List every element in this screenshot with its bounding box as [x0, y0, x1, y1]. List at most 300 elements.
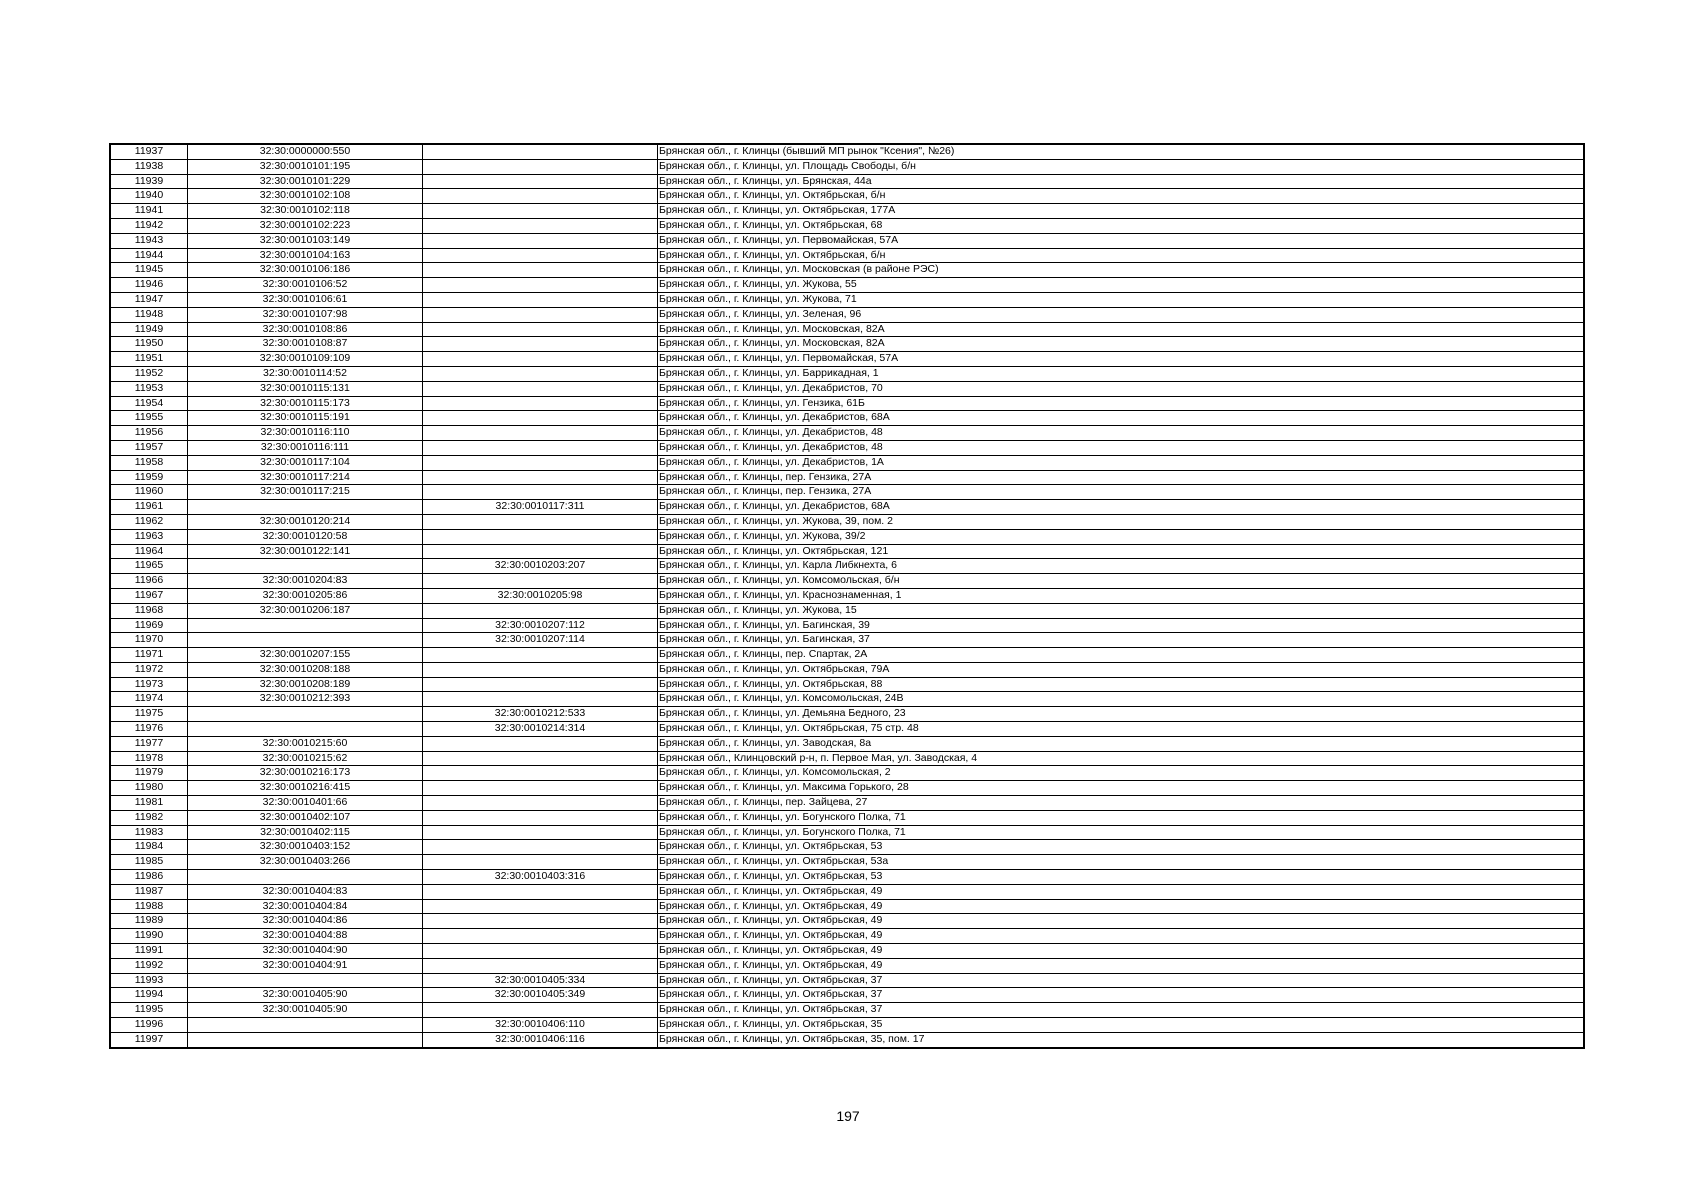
- row-number-cell: 11946: [110, 278, 188, 293]
- address-cell: Брянская обл., г. Клинцы, ул. Октябрьская, 49: [658, 899, 1585, 914]
- address-cell: Брянская обл., г. Клинцы, ул. Демьяна Бедного, 23: [658, 707, 1585, 722]
- address-cell: Брянская обл., г. Клинцы, ул. Богунского Полка, 71: [658, 810, 1585, 825]
- secondary-cadastral-number-cell: [423, 174, 658, 189]
- secondary-cadastral-number-cell: 32:30:0010403:316: [423, 870, 658, 885]
- cadastral-number-cell: 32:30:0000000:550: [188, 144, 423, 159]
- table-row: [110, 840, 1584, 855]
- cadastral-number-cell: 32:30:0010403:152: [188, 840, 423, 855]
- cadastral-number-cell: 32:30:0010404:83: [188, 884, 423, 899]
- row-number-cell: 11951: [110, 352, 188, 367]
- table-row: [110, 381, 1584, 396]
- address-cell: Брянская обл., г. Клинцы, ул. Максима Горького, 28: [658, 781, 1585, 796]
- secondary-cadastral-number-cell: [423, 366, 658, 381]
- row-number-cell: 11963: [110, 529, 188, 544]
- secondary-cadastral-number-cell: [423, 248, 658, 263]
- secondary-cadastral-number-cell: 32:30:0010117:311: [423, 500, 658, 515]
- row-number-cell: 11968: [110, 603, 188, 618]
- address-cell: Брянская обл., г. Клинцы, ул. Октябрьская, 177А: [658, 204, 1585, 219]
- row-number-cell: 11982: [110, 810, 188, 825]
- cadastral-number-cell: [188, 633, 423, 648]
- address-cell: Брянская обл., г. Клинцы, ул. Жукова, 71: [658, 292, 1585, 307]
- table-row: [110, 352, 1584, 367]
- table-row: [110, 337, 1584, 352]
- secondary-cadastral-number-cell: [423, 292, 658, 307]
- address-cell: Брянская обл., г. Клинцы, ул. Комсомольская, 2: [658, 766, 1585, 781]
- secondary-cadastral-number-cell: [423, 751, 658, 766]
- secondary-cadastral-number-cell: 32:30:0010212:533: [423, 707, 658, 722]
- address-cell: Брянская обл., г. Клинцы, ул. Октябрьская, 37: [658, 988, 1585, 1003]
- cadastral-number-cell: 32:30:0010402:115: [188, 825, 423, 840]
- address-cell: Брянская обл., г. Клинцы, ул. Московская, 82А: [658, 322, 1585, 337]
- table-row: [110, 189, 1584, 204]
- address-cell: Брянская обл., г. Клинцы, ул. Октябрьская, 49: [658, 929, 1585, 944]
- table-row: [110, 559, 1584, 574]
- table-row: [110, 914, 1584, 929]
- address-cell: Брянская обл., г. Клинцы, ул. Октябрьская, 37: [658, 973, 1585, 988]
- secondary-cadastral-number-cell: [423, 544, 658, 559]
- address-cell: Брянская обл., г. Клинцы, ул. Багинская, 37: [658, 633, 1585, 648]
- cadastral-number-cell: [188, 707, 423, 722]
- address-cell: Брянская обл., г. Клинцы, ул. Октябрьская, 49: [658, 914, 1585, 929]
- address-cell: Брянская обл., г. Клинцы, ул. Заводская, 8а: [658, 736, 1585, 751]
- address-cell: Брянская обл., г. Клинцы, ул. Октябрьская, 53а: [658, 855, 1585, 870]
- table-row: [110, 870, 1584, 885]
- table-row: [110, 958, 1584, 973]
- row-number-cell: 11939: [110, 174, 188, 189]
- address-cell: Брянская обл., г. Клинцы, ул. Октябрьская, 53: [658, 870, 1585, 885]
- cadastral-number-cell: [188, 870, 423, 885]
- cadastral-number-cell: 32:30:0010216:415: [188, 781, 423, 796]
- secondary-cadastral-number-cell: [423, 855, 658, 870]
- row-number-cell: 11978: [110, 751, 188, 766]
- address-cell: Брянская обл., г. Клинцы, ул. Карла Либкнехта, 6: [658, 559, 1585, 574]
- secondary-cadastral-number-cell: [423, 218, 658, 233]
- table-row: [110, 825, 1584, 840]
- cadastral-number-cell: [188, 559, 423, 574]
- table-row: [110, 204, 1584, 219]
- secondary-cadastral-number-cell: 32:30:0010207:114: [423, 633, 658, 648]
- row-number-cell: 11940: [110, 189, 188, 204]
- table-row: [110, 884, 1584, 899]
- table-row: [110, 514, 1584, 529]
- address-cell: Брянская обл., г. Клинцы, ул. Декабристов, 70: [658, 381, 1585, 396]
- address-cell: Брянская обл., г. Клинцы, ул. Жукова, 39, пом. 2: [658, 514, 1585, 529]
- table-row: [110, 648, 1584, 663]
- table-row: [110, 603, 1584, 618]
- address-cell: Брянская обл., г. Клинцы, ул. Октябрьская, 121: [658, 544, 1585, 559]
- secondary-cadastral-number-cell: [423, 470, 658, 485]
- cadastral-number-cell: [188, 973, 423, 988]
- cadastral-number-cell: 32:30:0010115:173: [188, 396, 423, 411]
- cadastral-number-cell: 32:30:0010101:229: [188, 174, 423, 189]
- cadastral-number-cell: [188, 1018, 423, 1033]
- row-number-cell: 11977: [110, 736, 188, 751]
- row-number-cell: 11942: [110, 218, 188, 233]
- row-number-cell: 11989: [110, 914, 188, 929]
- cadastral-number-cell: 32:30:0010106:61: [188, 292, 423, 307]
- secondary-cadastral-number-cell: 32:30:0010405:334: [423, 973, 658, 988]
- property-table: [109, 143, 1585, 1049]
- address-cell: Брянская обл., г. Клинцы, ул. Октябрьская, 88: [658, 677, 1585, 692]
- row-number-cell: 11964: [110, 544, 188, 559]
- table-row: [110, 1032, 1584, 1047]
- row-number-cell: 11980: [110, 781, 188, 796]
- table-row: [110, 322, 1584, 337]
- secondary-cadastral-number-cell: [423, 233, 658, 248]
- secondary-cadastral-number-cell: [423, 322, 658, 337]
- cadastral-number-cell: 32:30:0010208:188: [188, 662, 423, 677]
- secondary-cadastral-number-cell: [423, 810, 658, 825]
- secondary-cadastral-number-cell: [423, 144, 658, 159]
- address-cell: Брянская обл., г. Клинцы, ул. Московская, 82А: [658, 337, 1585, 352]
- cadastral-number-cell: [188, 722, 423, 737]
- secondary-cadastral-number-cell: [423, 278, 658, 293]
- cadastral-number-cell: 32:30:0010116:111: [188, 440, 423, 455]
- cadastral-number-cell: 32:30:0010115:131: [188, 381, 423, 396]
- table-row: [110, 529, 1584, 544]
- property-table-body: [110, 144, 1584, 1048]
- row-number-cell: 11965: [110, 559, 188, 574]
- table-row: [110, 278, 1584, 293]
- address-cell: Брянская обл., г. Клинцы, пер. Гензика, 27А: [658, 485, 1585, 500]
- table-row: [110, 751, 1584, 766]
- address-cell: Брянская обл., г. Клинцы, ул. Жукова, 55: [658, 278, 1585, 293]
- cadastral-number-cell: 32:30:0010401:66: [188, 796, 423, 811]
- row-number-cell: 11994: [110, 988, 188, 1003]
- cadastral-number-cell: 32:30:0010108:87: [188, 337, 423, 352]
- table-row: [110, 588, 1584, 603]
- secondary-cadastral-number-cell: [423, 337, 658, 352]
- cadastral-number-cell: 32:30:0010215:62: [188, 751, 423, 766]
- table-row: [110, 988, 1584, 1003]
- cadastral-number-cell: 32:30:0010117:215: [188, 485, 423, 500]
- address-cell: Брянская обл., г. Клинцы, ул. Декабристов, 68А: [658, 411, 1585, 426]
- cadastral-number-cell: 32:30:0010215:60: [188, 736, 423, 751]
- table-row: [110, 366, 1584, 381]
- cadastral-number-cell: 32:30:0010102:108: [188, 189, 423, 204]
- address-cell: Брянская обл., г. Клинцы, ул. Декабристов, 48: [658, 440, 1585, 455]
- address-cell: Брянская обл., г. Клинцы, ул. Октябрьская, 68: [658, 218, 1585, 233]
- row-number-cell: 11971: [110, 648, 188, 663]
- row-number-cell: 11938: [110, 159, 188, 174]
- address-cell: Брянская обл., г. Клинцы, ул. Октябрьская, 35, пом. 17: [658, 1032, 1585, 1047]
- table-row: [110, 662, 1584, 677]
- row-number-cell: 11945: [110, 263, 188, 278]
- secondary-cadastral-number-cell: [423, 514, 658, 529]
- secondary-cadastral-number-cell: [423, 884, 658, 899]
- row-number-cell: 11948: [110, 307, 188, 322]
- row-number-cell: 11979: [110, 766, 188, 781]
- secondary-cadastral-number-cell: [423, 603, 658, 618]
- row-number-cell: 11941: [110, 204, 188, 219]
- address-cell: Брянская обл., г. Клинцы, ул. Октябрьская, 53: [658, 840, 1585, 855]
- table-row: [110, 707, 1584, 722]
- table-row: [110, 396, 1584, 411]
- secondary-cadastral-number-cell: [423, 796, 658, 811]
- row-number-cell: 11950: [110, 337, 188, 352]
- cadastral-number-cell: 32:30:0010206:187: [188, 603, 423, 618]
- cadastral-number-cell: 32:30:0010404:88: [188, 929, 423, 944]
- table-row: [110, 722, 1584, 737]
- row-number-cell: 11944: [110, 248, 188, 263]
- row-number-cell: 11962: [110, 514, 188, 529]
- row-number-cell: 11966: [110, 574, 188, 589]
- table-row: [110, 248, 1584, 263]
- row-number-cell: 11996: [110, 1018, 188, 1033]
- cadastral-number-cell: 32:30:0010107:98: [188, 307, 423, 322]
- cadastral-number-cell: 32:30:0010104:163: [188, 248, 423, 263]
- secondary-cadastral-number-cell: [423, 766, 658, 781]
- table-row: [110, 899, 1584, 914]
- cadastral-number-cell: 32:30:0010205:86: [188, 588, 423, 603]
- table-row: [110, 692, 1584, 707]
- row-number-cell: 11993: [110, 973, 188, 988]
- row-number-cell: 11955: [110, 411, 188, 426]
- table-row: [110, 929, 1584, 944]
- cadastral-number-cell: 32:30:0010103:149: [188, 233, 423, 248]
- row-number-cell: 11975: [110, 707, 188, 722]
- address-cell: Брянская обл., г. Клинцы, ул. Октябрьская, 49: [658, 958, 1585, 973]
- table-row: [110, 455, 1584, 470]
- row-number-cell: 11997: [110, 1032, 188, 1047]
- cadastral-number-cell: 32:30:0010404:90: [188, 944, 423, 959]
- row-number-cell: 11958: [110, 455, 188, 470]
- secondary-cadastral-number-cell: [423, 159, 658, 174]
- cadastral-number-cell: 32:30:0010106:52: [188, 278, 423, 293]
- row-number-cell: 11969: [110, 618, 188, 633]
- secondary-cadastral-number-cell: [423, 677, 658, 692]
- secondary-cadastral-number-cell: [423, 381, 658, 396]
- secondary-cadastral-number-cell: [423, 662, 658, 677]
- address-cell: Брянская обл., г. Клинцы, ул. Октябрьская, 75 стр. 48: [658, 722, 1585, 737]
- row-number-cell: 11973: [110, 677, 188, 692]
- secondary-cadastral-number-cell: [423, 440, 658, 455]
- table-row: [110, 1018, 1584, 1033]
- table-row: [110, 973, 1584, 988]
- table-row: [110, 218, 1584, 233]
- table-row: [110, 307, 1584, 322]
- address-cell: Брянская обл., г. Клинцы, ул. Октябрьская, 49: [658, 944, 1585, 959]
- row-number-cell: 11947: [110, 292, 188, 307]
- cadastral-number-cell: 32:30:0010204:83: [188, 574, 423, 589]
- table-row: [110, 1003, 1584, 1018]
- address-cell: Брянская обл., г. Клинцы, ул. Богунского Полка, 71: [658, 825, 1585, 840]
- cadastral-number-cell: 32:30:0010102:223: [188, 218, 423, 233]
- address-cell: Брянская обл., г. Клинцы, ул. Первомайская, 57А: [658, 352, 1585, 367]
- row-number-cell: 11953: [110, 381, 188, 396]
- address-cell: Брянская обл., г. Клинцы, ул. Первомайская, 57А: [658, 233, 1585, 248]
- table-row: [110, 944, 1584, 959]
- address-cell: Брянская обл., г. Клинцы, ул. Октябрьская, 35: [658, 1018, 1585, 1033]
- table-row: [110, 485, 1584, 500]
- table-row: [110, 500, 1584, 515]
- secondary-cadastral-number-cell: [423, 426, 658, 441]
- row-number-cell: 11986: [110, 870, 188, 885]
- secondary-cadastral-number-cell: [423, 352, 658, 367]
- row-number-cell: 11991: [110, 944, 188, 959]
- secondary-cadastral-number-cell: 32:30:0010205:98: [423, 588, 658, 603]
- address-cell: Брянская обл., г. Клинцы, ул. Московская (в районе РЭС): [658, 263, 1585, 278]
- secondary-cadastral-number-cell: [423, 263, 658, 278]
- table-row: [110, 796, 1584, 811]
- secondary-cadastral-number-cell: [423, 736, 658, 751]
- secondary-cadastral-number-cell: [423, 204, 658, 219]
- address-cell: Брянская обл., г. Клинцы, ул. Баррикадная, 1: [658, 366, 1585, 381]
- row-number-cell: 11976: [110, 722, 188, 737]
- table-row: [110, 574, 1584, 589]
- cadastral-number-cell: 32:30:0010116:110: [188, 426, 423, 441]
- secondary-cadastral-number-cell: [423, 929, 658, 944]
- address-cell: Брянская обл., г. Клинцы, пер. Гензика, 27А: [658, 470, 1585, 485]
- secondary-cadastral-number-cell: [423, 958, 658, 973]
- row-number-cell: 11937: [110, 144, 188, 159]
- address-cell: Брянская обл., г. Клинцы, ул. Декабристов, 1А: [658, 455, 1585, 470]
- cadastral-number-cell: 32:30:0010404:86: [188, 914, 423, 929]
- cadastral-number-cell: 32:30:0010208:189: [188, 677, 423, 692]
- table-row: [110, 810, 1584, 825]
- row-number-cell: 11972: [110, 662, 188, 677]
- cadastral-number-cell: 32:30:0010102:118: [188, 204, 423, 219]
- table-row: [110, 618, 1584, 633]
- address-cell: Брянская обл., г. Клинцы, ул. Комсомольская, 24В: [658, 692, 1585, 707]
- secondary-cadastral-number-cell: [423, 189, 658, 204]
- address-cell: Брянская обл., г. Клинцы, пер. Спартак, 2А: [658, 648, 1585, 663]
- table-row: [110, 855, 1584, 870]
- address-cell: Брянская обл., г. Клинцы, ул. Комсомольская, б/н: [658, 574, 1585, 589]
- cadastral-number-cell: 32:30:0010106:186: [188, 263, 423, 278]
- row-number-cell: 11974: [110, 692, 188, 707]
- row-number-cell: 11949: [110, 322, 188, 337]
- secondary-cadastral-number-cell: [423, 411, 658, 426]
- cadastral-number-cell: 32:30:0010101:195: [188, 159, 423, 174]
- secondary-cadastral-number-cell: 32:30:0010406:110: [423, 1018, 658, 1033]
- cadastral-number-cell: 32:30:0010120:58: [188, 529, 423, 544]
- row-number-cell: 11960: [110, 485, 188, 500]
- address-cell: Брянская обл., г. Клинцы, ул. Брянская, 44а: [658, 174, 1585, 189]
- table-row: [110, 544, 1584, 559]
- secondary-cadastral-number-cell: 32:30:0010214:314: [423, 722, 658, 737]
- cadastral-number-cell: 32:30:0010405:90: [188, 1003, 423, 1018]
- cadastral-number-cell: 32:30:0010120:214: [188, 514, 423, 529]
- address-cell: Брянская обл., г. Клинцы, ул. Октябрьская, 37: [658, 1003, 1585, 1018]
- cadastral-number-cell: [188, 1032, 423, 1047]
- row-number-cell: 11970: [110, 633, 188, 648]
- row-number-cell: 11987: [110, 884, 188, 899]
- cadastral-number-cell: 32:30:0010117:104: [188, 455, 423, 470]
- address-cell: Брянская обл., г. Клинцы (бывший МП рынок "Ксения", №26): [658, 144, 1585, 159]
- secondary-cadastral-number-cell: [423, 899, 658, 914]
- address-cell: Брянская обл., г. Клинцы, ул. Октябрьская, б/н: [658, 189, 1585, 204]
- row-number-cell: 11981: [110, 796, 188, 811]
- address-cell: Брянская обл., г. Клинцы, ул. Декабристов, 48: [658, 426, 1585, 441]
- address-cell: Брянская обл., г. Клинцы, ул. Багинская, 39: [658, 618, 1585, 633]
- secondary-cadastral-number-cell: [423, 648, 658, 663]
- secondary-cadastral-number-cell: 32:30:0010406:116: [423, 1032, 658, 1047]
- cadastral-number-cell: 32:30:0010109:109: [188, 352, 423, 367]
- table-row: [110, 426, 1584, 441]
- secondary-cadastral-number-cell: [423, 840, 658, 855]
- row-number-cell: 11995: [110, 1003, 188, 1018]
- cadastral-number-cell: 32:30:0010216:173: [188, 766, 423, 781]
- table-row: [110, 263, 1584, 278]
- secondary-cadastral-number-cell: [423, 574, 658, 589]
- row-number-cell: 11959: [110, 470, 188, 485]
- secondary-cadastral-number-cell: [423, 781, 658, 796]
- cadastral-number-cell: [188, 618, 423, 633]
- cadastral-number-cell: 32:30:0010402:107: [188, 810, 423, 825]
- table-row: [110, 440, 1584, 455]
- table-row: [110, 470, 1584, 485]
- cadastral-number-cell: 32:30:0010117:214: [188, 470, 423, 485]
- table-row: [110, 736, 1584, 751]
- cadastral-number-cell: 32:30:0010212:393: [188, 692, 423, 707]
- cadastral-number-cell: 32:30:0010403:266: [188, 855, 423, 870]
- address-cell: Брянская обл., г. Клинцы, ул. Жукова, 39/2: [658, 529, 1585, 544]
- table-row: [110, 766, 1584, 781]
- cadastral-number-cell: 32:30:0010115:191: [188, 411, 423, 426]
- cadastral-number-cell: 32:30:0010108:86: [188, 322, 423, 337]
- address-cell: Брянская обл., г. Клинцы, ул. Краснознаменная, 1: [658, 588, 1585, 603]
- cadastral-number-cell: 32:30:0010114:52: [188, 366, 423, 381]
- table-row: [110, 159, 1584, 174]
- address-cell: Брянская обл., г. Клинцы, ул. Жукова, 15: [658, 603, 1585, 618]
- row-number-cell: 11943: [110, 233, 188, 248]
- row-number-cell: 11983: [110, 825, 188, 840]
- table-row: [110, 174, 1584, 189]
- cadastral-number-cell: 32:30:0010404:84: [188, 899, 423, 914]
- address-cell: Брянская обл., г. Клинцы, ул. Декабристов, 68А: [658, 500, 1585, 515]
- secondary-cadastral-number-cell: [423, 529, 658, 544]
- table-row: [110, 233, 1584, 248]
- cadastral-number-cell: 32:30:0010207:155: [188, 648, 423, 663]
- row-number-cell: 11967: [110, 588, 188, 603]
- cadastral-number-cell: 32:30:0010404:91: [188, 958, 423, 973]
- row-number-cell: 11988: [110, 899, 188, 914]
- secondary-cadastral-number-cell: [423, 455, 658, 470]
- table-row: [110, 781, 1584, 796]
- row-number-cell: 11952: [110, 366, 188, 381]
- row-number-cell: 11985: [110, 855, 188, 870]
- table-row: [110, 292, 1584, 307]
- secondary-cadastral-number-cell: [423, 307, 658, 322]
- secondary-cadastral-number-cell: [423, 914, 658, 929]
- secondary-cadastral-number-cell: [423, 825, 658, 840]
- address-cell: Брянская обл., г. Клинцы, ул. Октябрьская, б/н: [658, 248, 1585, 263]
- secondary-cadastral-number-cell: 32:30:0010203:207: [423, 559, 658, 574]
- table-row: [110, 144, 1584, 159]
- secondary-cadastral-number-cell: [423, 1003, 658, 1018]
- table-row: [110, 411, 1584, 426]
- address-cell: Брянская обл., г. Клинцы, ул. Октябрьская, 79А: [658, 662, 1585, 677]
- secondary-cadastral-number-cell: [423, 944, 658, 959]
- row-number-cell: 11957: [110, 440, 188, 455]
- address-cell: Брянская обл., г. Клинцы, пер. Зайцева, 27: [658, 796, 1585, 811]
- row-number-cell: 11961: [110, 500, 188, 515]
- row-number-cell: 11954: [110, 396, 188, 411]
- address-cell: Брянская обл., г. Клинцы, ул. Зеленая, 96: [658, 307, 1585, 322]
- address-cell: Брянская обл., Клинцовский р-н, п. Первое Мая, ул. Заводская, 4: [658, 751, 1585, 766]
- page-number: 197: [836, 1108, 860, 1124]
- row-number-cell: 11956: [110, 426, 188, 441]
- secondary-cadastral-number-cell: 32:30:0010405:349: [423, 988, 658, 1003]
- cadastral-number-cell: 32:30:0010122:141: [188, 544, 423, 559]
- row-number-cell: 11992: [110, 958, 188, 973]
- row-number-cell: 11990: [110, 929, 188, 944]
- secondary-cadastral-number-cell: [423, 485, 658, 500]
- table-row: [110, 633, 1584, 648]
- address-cell: Брянская обл., г. Клинцы, ул. Площадь Свободы, б/н: [658, 159, 1585, 174]
- cadastral-number-cell: [188, 500, 423, 515]
